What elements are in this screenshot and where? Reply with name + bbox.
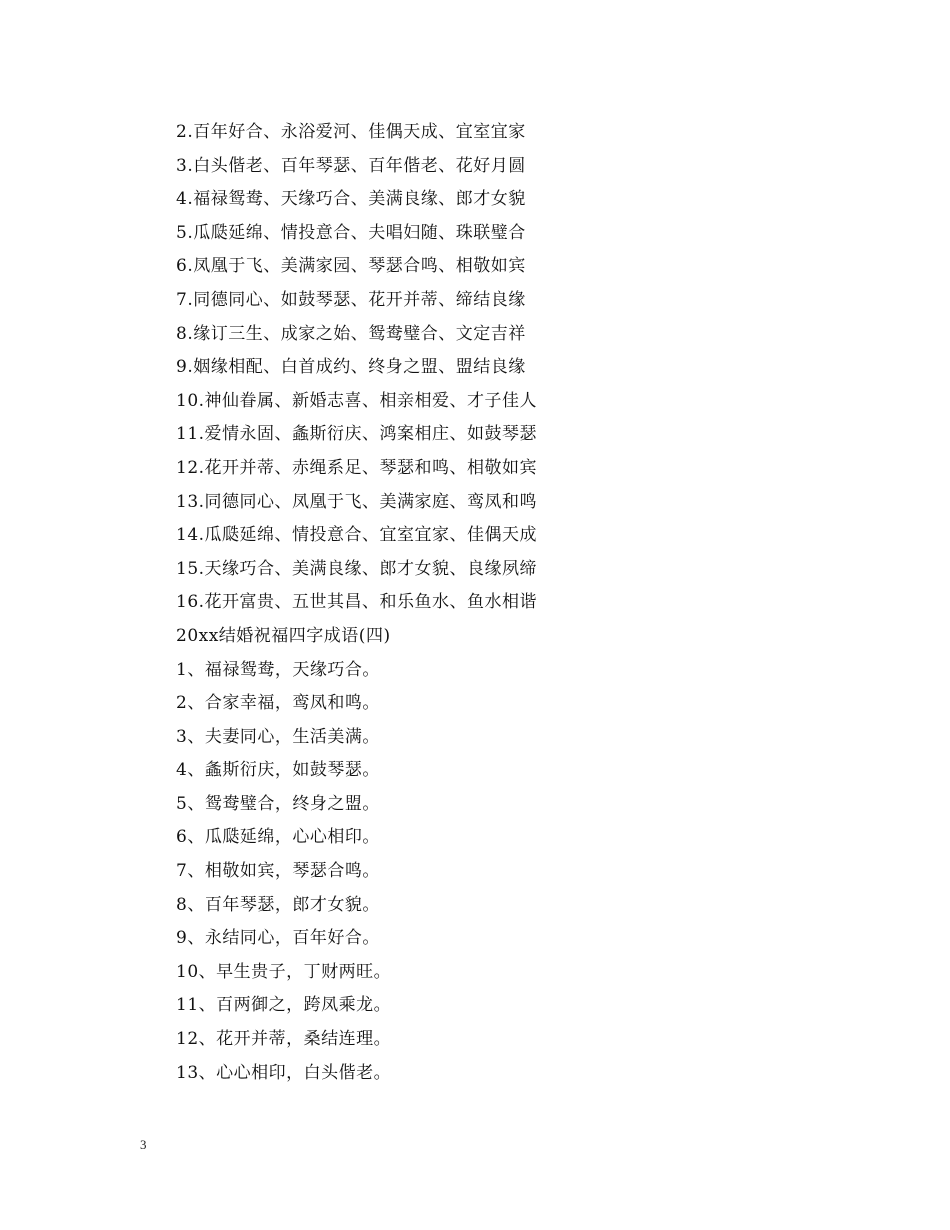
text-line: 4.福禄鸳鸯、天缘巧合、美满良缘、郎才女貌 <box>176 189 526 210</box>
text-line: 2、合家幸福，鸾凤和鸣。 <box>176 693 380 714</box>
text-line: 9、永结同心，百年好合。 <box>176 928 380 949</box>
text-line: 13.同德同心、凤凰于飞、美满家庭、鸾凤和鸣 <box>176 491 538 512</box>
document-body <box>176 116 876 1090</box>
text-line: 1、福禄鸳鸯，天缘巧合。 <box>176 659 380 680</box>
section-heading: 20xx结婚祝福四字成语(四) <box>176 625 391 646</box>
text-line: 16.花开富贵、五世其昌、和乐鱼水、鱼水相谐 <box>176 592 538 613</box>
text-line: 10、早生贵子，丁财两旺。 <box>176 961 392 982</box>
text-line: 3、夫妻同心，生活美满。 <box>176 726 380 747</box>
text-line: 11、百两御之，跨凤乘龙。 <box>176 995 392 1016</box>
text-line: 12.花开并蒂、赤绳系足、琴瑟和鸣、相敬如宾 <box>176 457 538 478</box>
text-line: 12、花开并蒂，桑结连理。 <box>176 1029 392 1050</box>
text-line: 11.爱情永固、螽斯衍庆、鸿案相庄、如鼓琴瑟 <box>176 424 538 445</box>
text-line: 15.天缘巧合、美满良缘、郎才女貌、良缘夙缔 <box>176 558 538 579</box>
text-line: 5.瓜瓞延绵、情投意合、夫唱妇随、珠联璧合 <box>176 222 526 243</box>
text-line: 5、鸳鸯璧合，终身之盟。 <box>176 793 380 814</box>
text-line: 8、百年琴瑟，郎才女貌。 <box>176 894 380 915</box>
text-line: 3.白头偕老、百年琴瑟、百年偕老、花好月圆 <box>176 155 526 176</box>
text-line: 2.百年好合、永浴爱河、佳偶天成、宜室宜家 <box>176 122 526 142</box>
text-line: 4、螽斯衍庆，如鼓琴瑟。 <box>176 760 380 781</box>
text-line: 14.瓜瓞延绵、情投意合、宜室宜家、佳偶天成 <box>176 525 538 546</box>
text-line: 6、瓜瓞延绵，心心相印。 <box>176 827 380 848</box>
text-line: 7、相敬如宾，琴瑟合鸣。 <box>176 861 380 882</box>
text-line: 6.凤凰于飞、美满家园、琴瑟合鸣、相敬如宾 <box>176 256 526 277</box>
text-line: 8.缘订三生、成家之始、鸳鸯璧合、文定吉祥 <box>176 323 526 344</box>
text-line: 13、心心相印，白头偕老。 <box>176 1062 392 1083</box>
page-number: 3 <box>140 1137 147 1152</box>
text-line: 10.神仙眷属、新婚志喜、相亲相爱、才子佳人 <box>176 390 538 411</box>
text-line: 9.姻缘相配、白首成约、终身之盟、盟结良缘 <box>176 357 526 378</box>
text-line: 7.同德同心、如鼓琴瑟、花开并蒂、缔结良缘 <box>176 289 526 310</box>
